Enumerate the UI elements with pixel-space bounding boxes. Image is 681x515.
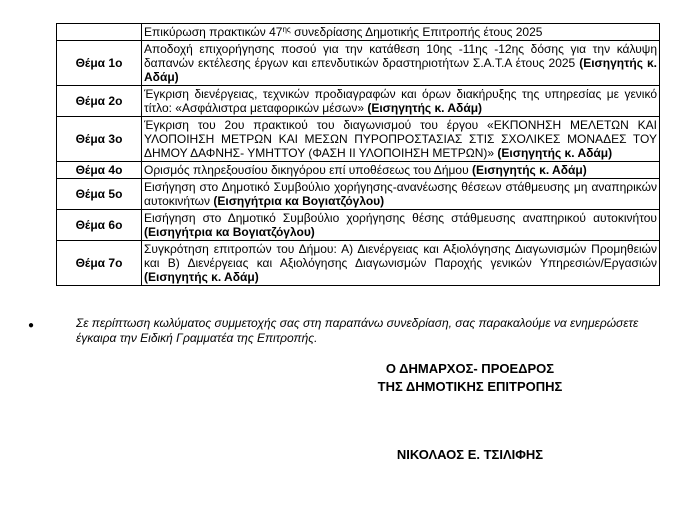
- table-row: [57, 179, 660, 210]
- table-row: [57, 117, 660, 162]
- signature-title-line2: ΤΗΣ ΔΗΜΟΤΙΚΗΣ ΕΠΙΤΡΟΠΗΣ: [377, 379, 563, 394]
- table-row: [57, 210, 660, 241]
- note-text: Σε περίπτωση κωλύματος συμμετοχής σας στη παραπάνω συνεδρίαση, σας παρακαλούμε να ενημερώσετε έγκαιρα την Ειδική Γραμματέα της Επιτροπής.: [76, 316, 639, 345]
- topic-rapporteur: (Εισηγητής κ. Αδάμ): [497, 146, 613, 160]
- agenda-table: [56, 23, 660, 286]
- topic-text: Εισήγηση στο Δημοτικό Συμβούλιο χορήγησης-ανανέωσης θέσεων στάθμευσης μη αναπηρικών αυτοκινήτων: [144, 180, 657, 208]
- signature-name: ΝΙΚΟΛΑΟΣ Ε. ΤΣΙΛΙΦΗΣ: [396, 447, 544, 462]
- topic-label: Θέμα 5ο: [57, 179, 142, 210]
- topic-label: Θέμα 3ο: [57, 117, 142, 162]
- topic-description: [142, 41, 660, 86]
- topic-text: Έγκριση του 2ου πρακτικού του διαγωνισμού του έργου «ΕΚΠΟΝΗΣΗ ΜΕΛΕΤΩΝ ΚΑΙ ΥΛΟΠΟΙΗΣΗ ΜΕΤΡΩΝ ΚΑΙ ΜΕΣΩΝ ΠΥΡΟΠΡΟΣΤΑΣΙΑΣ ΣΤΙΣ ΣΧΟΛΙΚΕΣ ΜΟΝΑΔΕΣ ΤΟΥ ΔΗΜΟΥ ΔΑΦΝΗΣ- ΥΜΗΤΤΟΥ (ΦΑΣΗ ΙΙ ΥΛΟΠΟΙΗΣΗ ΜΕΤΡΩΝ)»: [144, 118, 657, 160]
- header-topic-cell: [57, 24, 142, 41]
- signature-title-line1: Ο ΔΗΜΑΡΧΟΣ- ΠΡΟΕΔΡΟΣ: [385, 361, 555, 376]
- topic-description: [142, 179, 660, 210]
- topic-rapporteur: (Εισηγητής κ. Αδάμ): [144, 270, 259, 284]
- table-row: [57, 241, 660, 286]
- topic-rapporteur: (Εισηγήτρια κα Βογιατζόγλου): [213, 194, 385, 208]
- topic-rapporteur: (Εισηγητής κ. Αδάμ): [367, 101, 483, 115]
- attendance-note: [28, 316, 648, 346]
- topic-text: Ορισμός πληρεξουσίου δικηγόρου επί υποθέσεως του Δήμου: [144, 163, 472, 177]
- table-row: [57, 162, 660, 179]
- topic-description: [142, 86, 660, 117]
- topic-label: Θέμα 6ο: [57, 210, 142, 241]
- table-row: [57, 41, 660, 86]
- topic-description: [142, 241, 660, 286]
- topic-description: [142, 162, 660, 179]
- topic-rapporteur: (Εισηγητής κ. Αδάμ): [144, 56, 657, 84]
- topic-text: Αποδοχή επιχορήγησης ποσού για την κατάθεση 10ης -11ης -12ης δόσης για την κάλυψη δαπανών εκτέλεσης έργων και επενδυτικών δραστηριοτήτων Σ.Α.Τ.Α έτους 2025: [144, 42, 657, 70]
- topic-text: Έγκριση διενέργειας, τεχνικών προδιαγραφών και όρων διακήρυξης της υπηρεσίας με γενικό τίτλο: «Ασφάλιστρα μεταφορικών μέσων»: [144, 87, 657, 115]
- header-text: Επικύρωση πρακτικών 47: [144, 25, 283, 39]
- header-desc-cell: [142, 24, 660, 41]
- topic-text: Συγκρότηση επιτροπών του Δήμου: Α) Διενέργειας και Αξιολόγησης Διαγωνισμών Προμηθειών και Β) Διενέργειας και Αξιολόγησης Διαγωνισμών Παροχής γενικών Υπηρεσιών/Εργασιών: [144, 242, 657, 270]
- header-row: [57, 24, 660, 41]
- topic-rapporteur: (Εισηγήτρια κα Βογιατζόγλου): [144, 225, 315, 239]
- table-row: [57, 86, 660, 117]
- topic-label: Θέμα 7ο: [57, 241, 142, 286]
- header-superscript: ης: [282, 25, 291, 34]
- topic-label: Θέμα 2ο: [57, 86, 142, 117]
- topic-label: Θέμα 1ο: [57, 41, 142, 86]
- topic-description: [142, 117, 660, 162]
- header-text-end: συνεδρίασης Δημοτικής Επιτροπής έτους 2025: [290, 25, 543, 39]
- topic-text: Εισήγηση στο Δημοτικό Συμβούλιο χορήγησης θέσης στάθμευσης αναπηρικού αυτοκινήτου: [144, 211, 657, 225]
- topic-label: Θέμα 4ο: [57, 162, 142, 179]
- topic-rapporteur: (Εισηγητής κ. Αδάμ): [471, 163, 587, 177]
- bullet-icon: ●: [28, 320, 35, 331]
- topic-description: [142, 210, 660, 241]
